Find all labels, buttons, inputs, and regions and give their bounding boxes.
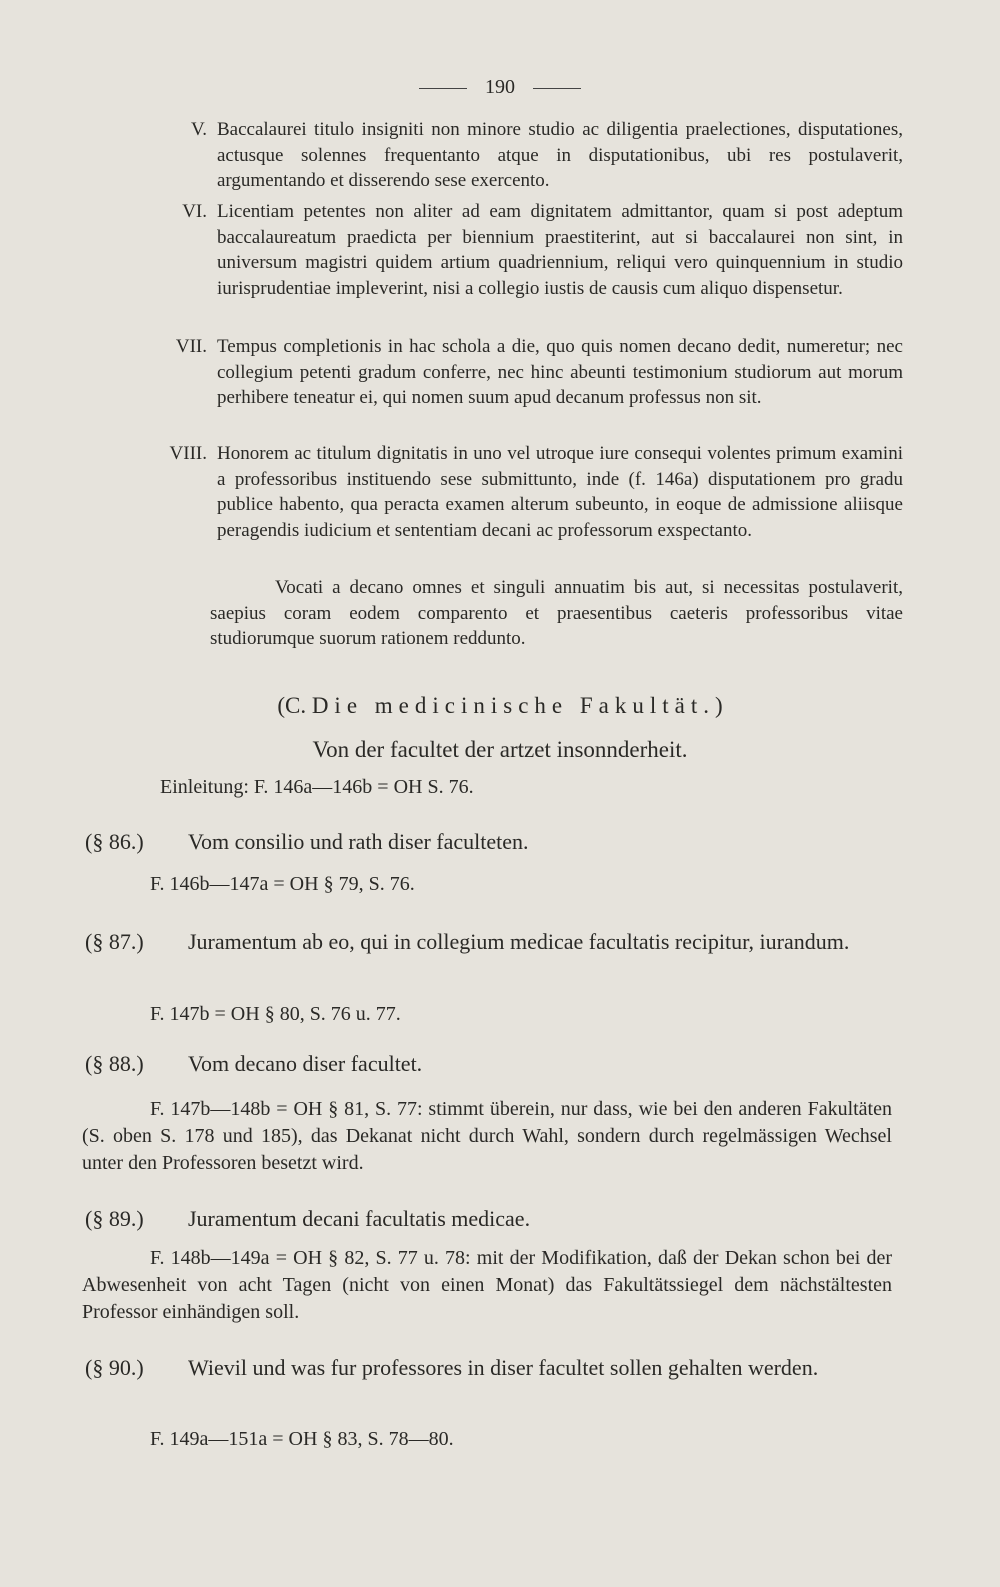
section-87 [85, 926, 905, 957]
article-number: VI. [182, 201, 207, 222]
faculty-heading-title: Die medicinische Fakultät. [311, 693, 715, 718]
article-number: VIII. [169, 443, 207, 464]
section-86 [85, 826, 905, 857]
article-VIII [157, 441, 903, 544]
section-title: Juramentum decani facultatis medicae. [188, 1206, 531, 1231]
page-number-dash-right [533, 88, 581, 89]
article-text: Tempus completionis in hac schola a die, quo quis nomen decano dedit, numeretur; nec collegium petenti gradum conferre, nec hinc abeunti testimonium studiorum aut morum perhibere teneatur ei, qui nomen suum apud decanum professus non sit. [217, 336, 903, 409]
article-number: V. [190, 119, 207, 140]
section-86-reference: F. 146b—147a = OH § 79, S. 76. [150, 873, 415, 895]
article-V [157, 117, 903, 194]
einleitung-line [160, 776, 474, 799]
article-VI [157, 199, 903, 302]
faculty-subheading: Von der facultet der artzet insonnderheit. [312, 737, 688, 762]
section-number: (§ 87.) [85, 929, 144, 954]
section-title: Wievil und was fur professores in diser facultet sollen gehalten werden. [188, 1355, 819, 1380]
section-89-body: F. 148b—149a = OH § 82, S. 77 u. 78: mit der Modifikation, daß der Dekan schon bei der Abwesenheit von acht Tagen (nicht von einen Monat) das Fakultätssiegel dem nächstältesten Professor einhändigen soll. [82, 1247, 892, 1323]
section-89 [85, 1203, 905, 1234]
section-title: Vom decano diser facultet. [188, 1051, 423, 1076]
article-VII [157, 334, 903, 411]
faculty-heading-open: (C. [277, 693, 307, 718]
section-title: Juramentum ab eo, qui in collegium medicae facultatis recipitur, iurandum. [188, 929, 850, 954]
section-number: (§ 86.) [85, 829, 144, 854]
closing-paragraph: Vocati a decano omnes et singuli annuatim bis aut, si necessitas postulaverit, saepius coram eodem comparento et praesentibus caeteris professoribus vitae studiorumque suorum rationem reddunto. [210, 577, 903, 650]
section-number: (§ 88.) [85, 1051, 144, 1076]
article-number: VII. [175, 336, 207, 357]
faculty-heading [0, 693, 1000, 719]
einleitung-ref: F. 146a—146b = OH S. 76. [253, 776, 474, 798]
page-number-dash-left [419, 88, 467, 89]
section-88 [85, 1048, 905, 1079]
section-90 [85, 1352, 905, 1383]
article-text: Baccalaurei titulo insigniti non minore studio ac diligentia praelectiones, disputationes, actusque solennes frequentanto atque in disputationibus, ubi res postulaverit, argumentando et disserendo sese exercento. [217, 119, 903, 192]
section-number: (§ 90.) [85, 1355, 144, 1380]
section-90-reference: F. 149a—151a = OH § 83, S. 78—80. [150, 1428, 454, 1450]
faculty-heading-close: ) [715, 693, 723, 718]
page-number-line [0, 76, 1000, 99]
article-text: Honorem ac titulum dignitatis in uno vel utroque iure consequi volentes primum examini a professoribus instituendo sese submittunto, inde (f. 146a) disputationem pro gradu publice habento, qua peracta examen alterum subeunto, in eoque de admissione aliisque peragendis iudicium et sententiam decani ac professorum exspectanto. [217, 443, 903, 542]
section-87-reference: F. 147b = OH § 80, S. 76 u. 77. [150, 1003, 401, 1025]
einleitung-label: Einleitung: [160, 776, 249, 798]
article-text: Licentiam petentes non aliter ad eam dignitatem admittantor, quam si post adeptum baccalaureatum praedicta per biennium praestiterint, aut si baccalaurei non sint, in universum magistri quidem artium quadriennium, reliqui vero quinquennium in studio iurisprudentiae impleverint, nisi a collegio iustis de causis cum aliquo dispensetur. [217, 201, 903, 300]
page-number: 190 [485, 76, 515, 98]
section-title: Vom consilio und rath diser faculteten. [188, 829, 529, 854]
section-number: (§ 89.) [85, 1206, 144, 1231]
section-88-body: F. 147b—148b = OH § 81, S. 77: stimmt überein, nur dass, wie bei den anderen Fakultäten (S. oben S. 178 und 185), das Dekanat nicht durch Wahl, sondern durch regelmässigen Wechsel unter den Professoren besetzt wird. [82, 1098, 892, 1174]
